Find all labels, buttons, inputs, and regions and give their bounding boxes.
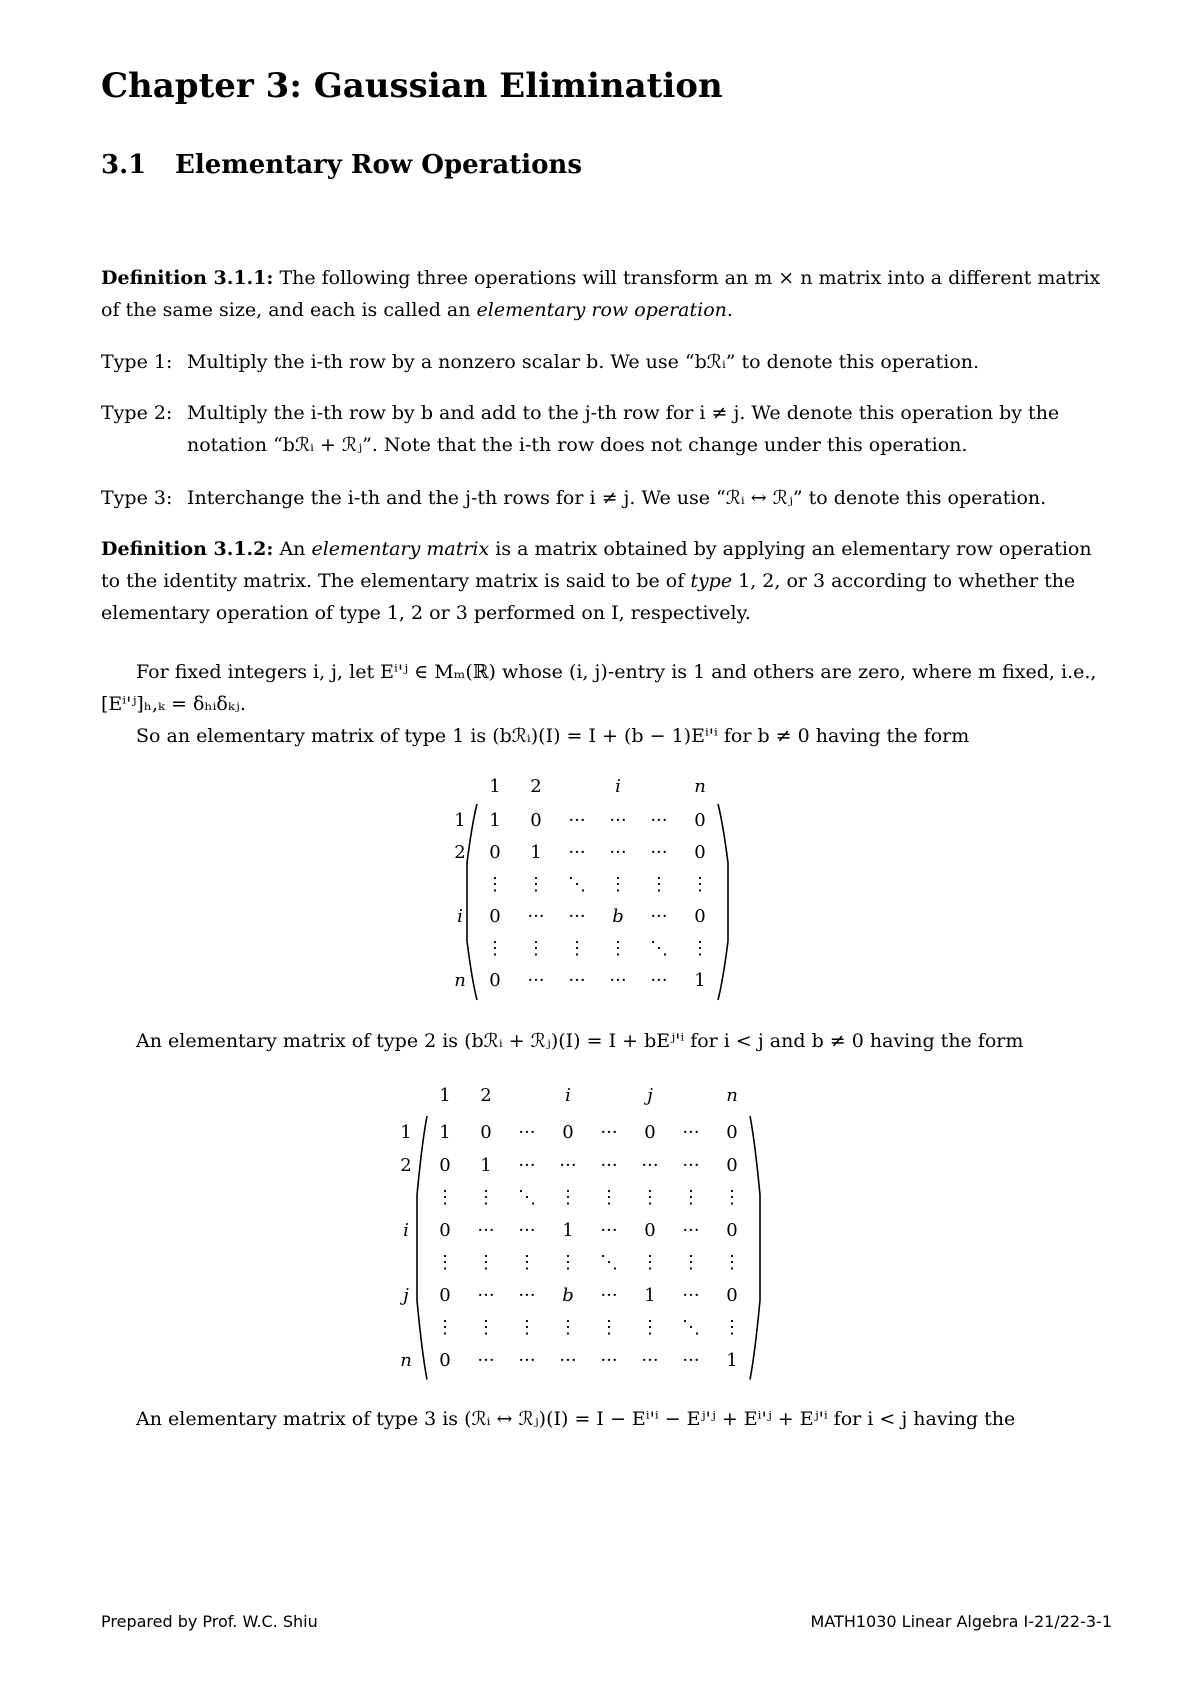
matrix-col-label: 2 xyxy=(530,776,542,797)
matrix-entry: ··· xyxy=(600,1284,618,1306)
matrix-col-label: i xyxy=(615,776,621,797)
matrix-entry: 0 xyxy=(480,1122,492,1143)
matrix-entry: 0 xyxy=(530,810,542,831)
matrix-col-label: 1 xyxy=(489,776,501,797)
matrix-entry: ⋮ xyxy=(600,1187,618,1208)
matrix-entry: 1 xyxy=(694,970,706,991)
matrix-entry: ⋮ xyxy=(723,1252,741,1273)
type-label: Type 3: xyxy=(101,487,173,509)
matrix-entry: ··· xyxy=(568,842,586,863)
matrix-row-label: 1 xyxy=(400,1122,412,1143)
matrix-row-label: i xyxy=(403,1219,409,1241)
matrix-entry: ··· xyxy=(477,1219,495,1241)
matrix-entry: 0 xyxy=(644,1122,656,1143)
matrix-entry: ··· xyxy=(527,906,545,927)
matrix-row-label: 2 xyxy=(400,1154,412,1176)
section-number: 3.1 xyxy=(101,150,147,180)
matrix-entry: 1 xyxy=(489,810,501,831)
matrix-entry: ⋮ xyxy=(600,1317,618,1338)
matrix-entry: ··· xyxy=(609,810,627,831)
matrix-entry: ⋮ xyxy=(477,1187,495,1208)
matrix-entry: ··· xyxy=(477,1349,495,1371)
matrix-entry: ··· xyxy=(682,1284,700,1306)
text: An elementary matrix of type 3 is (ℛᵢ ↔ ℛⱼ)(I) = I − Eⁱ'ⁱ − Eʲ'ʲ + Eⁱ'ʲ + Eʲ'ⁱ for i < j having the xyxy=(136,1408,1016,1430)
matrix-entry: ⋮ xyxy=(650,874,668,895)
matrix-entry: ⋮ xyxy=(723,1317,741,1338)
matrix-entry: ··· xyxy=(518,1349,536,1371)
type-2 xyxy=(101,397,1059,461)
paragraph-type-2 xyxy=(101,1025,1111,1057)
matrix-row-label: 1 xyxy=(454,810,466,831)
matrix-entry: ⋮ xyxy=(691,938,709,959)
matrix-entry: ⋮ xyxy=(723,1187,741,1208)
definition-text-cont: of the same size, and each is called an xyxy=(101,299,477,321)
matrix-entry: ··· xyxy=(477,1284,495,1306)
matrix-entry: ⋮ xyxy=(641,1187,659,1208)
text: elementary operation of type 1, 2 or 3 performed on I, respectively. xyxy=(101,602,751,624)
chapter-title: Chapter 3: Gaussian Elimination xyxy=(101,66,723,106)
matrix-entry: 0 xyxy=(694,842,706,863)
matrix-entry: 0 xyxy=(726,1154,738,1176)
period: . xyxy=(726,299,733,321)
definition-3-1-1 xyxy=(101,262,1111,326)
definition-label: Definition 3.1.2: xyxy=(101,538,274,560)
matrix-entry: ⋮ xyxy=(518,1317,536,1338)
matrix-entry: ⋮ xyxy=(609,874,627,895)
matrix-entry: ⋮ xyxy=(436,1252,454,1273)
matrix-col-label: 1 xyxy=(439,1085,451,1106)
matrix-entry: ··· xyxy=(600,1122,618,1143)
matrix-col-label: i xyxy=(565,1085,571,1106)
matrix-entry: ··· xyxy=(600,1154,618,1176)
matrix-left-paren xyxy=(463,804,483,1000)
matrix-entry: 1 xyxy=(644,1284,656,1306)
type-text: Interchange the i-th and the j-th rows for i ≠ j. We use “ℛᵢ ↔ ℛⱼ” to denote this operation. xyxy=(187,487,1047,509)
matrix-left-paren xyxy=(413,1116,433,1380)
type-label: Type 2: xyxy=(101,402,173,424)
type-label: Type 1: xyxy=(101,351,173,373)
paren-stroke xyxy=(467,804,477,1000)
matrix-entry: 0 xyxy=(439,1154,451,1176)
matrix-entry: 0 xyxy=(726,1219,738,1241)
matrix-entry: ··· xyxy=(609,970,627,991)
matrix-entry: ⋮ xyxy=(477,1317,495,1338)
definition-3-1-2 xyxy=(101,533,1111,629)
text: So an elementary matrix of type 1 is (bℛᵢ)(I) = I + (b − 1)Eⁱ'ⁱ for b ≠ 0 having the form xyxy=(136,725,970,747)
matrix-row-label: i xyxy=(457,906,463,927)
matrix-entry: 1 xyxy=(562,1219,574,1241)
paren-stroke xyxy=(750,1116,760,1380)
matrix-entry: ··· xyxy=(568,970,586,991)
matrix-entry: ··· xyxy=(518,1154,536,1176)
matrix-entry: ··· xyxy=(600,1219,618,1241)
matrix-entry: ··· xyxy=(568,810,586,831)
type-text: Multiply the i-th row by a nonzero scalar b. We use “bℛᵢ” to denote this operation. xyxy=(187,351,980,373)
section-heading xyxy=(101,150,582,180)
matrix-entry: ⋱ xyxy=(650,938,668,959)
text: is a matrix obtained by applying an elementary row operation xyxy=(489,538,1092,560)
matrix-entry: 0 xyxy=(439,1219,451,1241)
matrix-entry: ··· xyxy=(650,906,668,927)
matrix-entry: 0 xyxy=(562,1122,574,1143)
matrix-entry: ⋮ xyxy=(559,1317,577,1338)
text: to the identity matrix. The elementary matrix is said to be of xyxy=(101,570,691,592)
type-1 xyxy=(101,346,979,378)
matrix-entry: ··· xyxy=(518,1284,536,1306)
matrix-entry: 0 xyxy=(489,970,501,991)
matrix-entry: ⋮ xyxy=(641,1317,659,1338)
matrix-entry: ··· xyxy=(559,1154,577,1176)
footer-right: MATH1030 Linear Algebra I-21/22-3-1 xyxy=(810,1612,1112,1631)
matrix-entry: ⋮ xyxy=(691,874,709,895)
paragraph-type-3 xyxy=(101,1403,1111,1435)
matrix-entry: ⋮ xyxy=(682,1187,700,1208)
matrix-row-label: n xyxy=(400,1349,412,1371)
section-title: Elementary Row Operations xyxy=(175,150,582,180)
matrix-entry: 0 xyxy=(644,1219,656,1241)
matrix-entry: ··· xyxy=(559,1349,577,1371)
matrix-entry: ⋱ xyxy=(518,1187,536,1208)
matrix-col-label: j xyxy=(647,1085,653,1106)
matrix-entry: ⋮ xyxy=(486,938,504,959)
footer-left: Prepared by Prof. W.C. Shiu xyxy=(101,1612,318,1631)
paren-stroke xyxy=(718,804,728,1000)
type-text: Multiply the i-th row by b and add to the j-th row for i ≠ j. We denote this operation by the xyxy=(187,402,1060,424)
paren-stroke xyxy=(417,1116,427,1380)
matrix-entry: 1 xyxy=(439,1122,451,1143)
type-text-cont: notation “bℛᵢ + ℛⱼ”. Note that the i-th row does not change under this operation. xyxy=(187,434,968,456)
matrix-entry: ⋮ xyxy=(559,1252,577,1273)
matrix-entry: 1 xyxy=(480,1154,492,1176)
matrix-entry: ⋱ xyxy=(682,1317,700,1338)
matrix-entry: ⋮ xyxy=(641,1252,659,1273)
matrix-entry: ··· xyxy=(682,1122,700,1143)
matrix-entry: ⋮ xyxy=(568,938,586,959)
matrix-entry: 0 xyxy=(694,810,706,831)
matrix-entry: ··· xyxy=(650,842,668,863)
matrix-row-label: j xyxy=(403,1284,409,1306)
matrix-entry: ⋱ xyxy=(568,874,586,895)
matrix-entry: ··· xyxy=(682,1349,700,1371)
paragraph-fixed-integers xyxy=(101,656,1111,752)
matrix-entry: ⋱ xyxy=(600,1252,618,1273)
matrix-entry: b xyxy=(612,906,624,927)
matrix-entry: ⋮ xyxy=(609,938,627,959)
matrix-entry: 0 xyxy=(726,1122,738,1143)
matrix-entry: ··· xyxy=(518,1122,536,1143)
matrix-entry: 0 xyxy=(489,906,501,927)
matrix-entry: ··· xyxy=(568,906,586,927)
matrix-entry: ⋮ xyxy=(559,1187,577,1208)
matrix-entry: 0 xyxy=(439,1349,451,1371)
type-3 xyxy=(101,482,1046,514)
matrix-entry: ⋮ xyxy=(486,874,504,895)
matrix-entry: ··· xyxy=(682,1154,700,1176)
matrix-entry: 0 xyxy=(694,906,706,927)
matrix-right-paren xyxy=(712,804,732,1000)
matrix-row-label: 2 xyxy=(454,842,466,863)
matrix-entry: ⋮ xyxy=(518,1252,536,1273)
matrix-entry: ··· xyxy=(650,970,668,991)
text: For fixed integers i, j, let Eⁱ'ʲ ∈ Mₘ(ℝ) whose (i, j)-entry is 1 and others are zero, where m fixed, i.e., xyxy=(136,661,1097,683)
matrix-entry: ⋮ xyxy=(682,1252,700,1273)
matrix-entry: ⋮ xyxy=(527,874,545,895)
matrix-entry: ··· xyxy=(600,1349,618,1371)
matrix-entry: ··· xyxy=(527,970,545,991)
text: [Eⁱ'ʲ]ₕ,ₖ = δₕᵢδₖⱼ. xyxy=(101,693,246,715)
matrix-entry: ··· xyxy=(641,1154,659,1176)
matrix-entry: ··· xyxy=(518,1219,536,1241)
matrix-col-label: 2 xyxy=(480,1085,492,1106)
matrix-entry: ⋮ xyxy=(436,1317,454,1338)
text: 1, 2, or 3 according to whether the xyxy=(732,570,1076,592)
matrix-entry: ··· xyxy=(682,1219,700,1241)
matrix-entry: ⋮ xyxy=(436,1187,454,1208)
matrix-col-label: n xyxy=(726,1085,738,1106)
matrix-entry: ··· xyxy=(641,1349,659,1371)
text: An elementary matrix of type 2 is (bℛᵢ + ℛⱼ)(I) = I + bEʲ'ⁱ for i < j and b ≠ 0 having the form xyxy=(136,1030,1024,1052)
matrix-right-paren xyxy=(744,1116,764,1380)
matrix-entry: ⋮ xyxy=(477,1252,495,1273)
matrix-col-label: n xyxy=(694,776,706,797)
type-word: type xyxy=(690,570,733,592)
matrix-entry: 1 xyxy=(530,842,542,863)
definition-term: elementary row operation xyxy=(476,299,727,321)
matrix-entry: 0 xyxy=(489,842,501,863)
matrix-entry: 0 xyxy=(439,1284,451,1306)
definition-text: The following three operations will transform an m × n matrix into a different matrix xyxy=(273,267,1101,289)
matrix-entry: ⋮ xyxy=(527,938,545,959)
matrix-row-label: n xyxy=(454,970,466,991)
matrix-entry: ··· xyxy=(650,810,668,831)
definition-term: elementary matrix xyxy=(311,538,490,560)
matrix-entry: 1 xyxy=(726,1349,738,1371)
matrix-entry: ··· xyxy=(609,842,627,863)
text: An xyxy=(273,538,312,560)
matrix-entry: b xyxy=(562,1284,574,1306)
definition-label: Definition 3.1.1: xyxy=(101,267,274,289)
matrix-entry: 0 xyxy=(726,1284,738,1306)
